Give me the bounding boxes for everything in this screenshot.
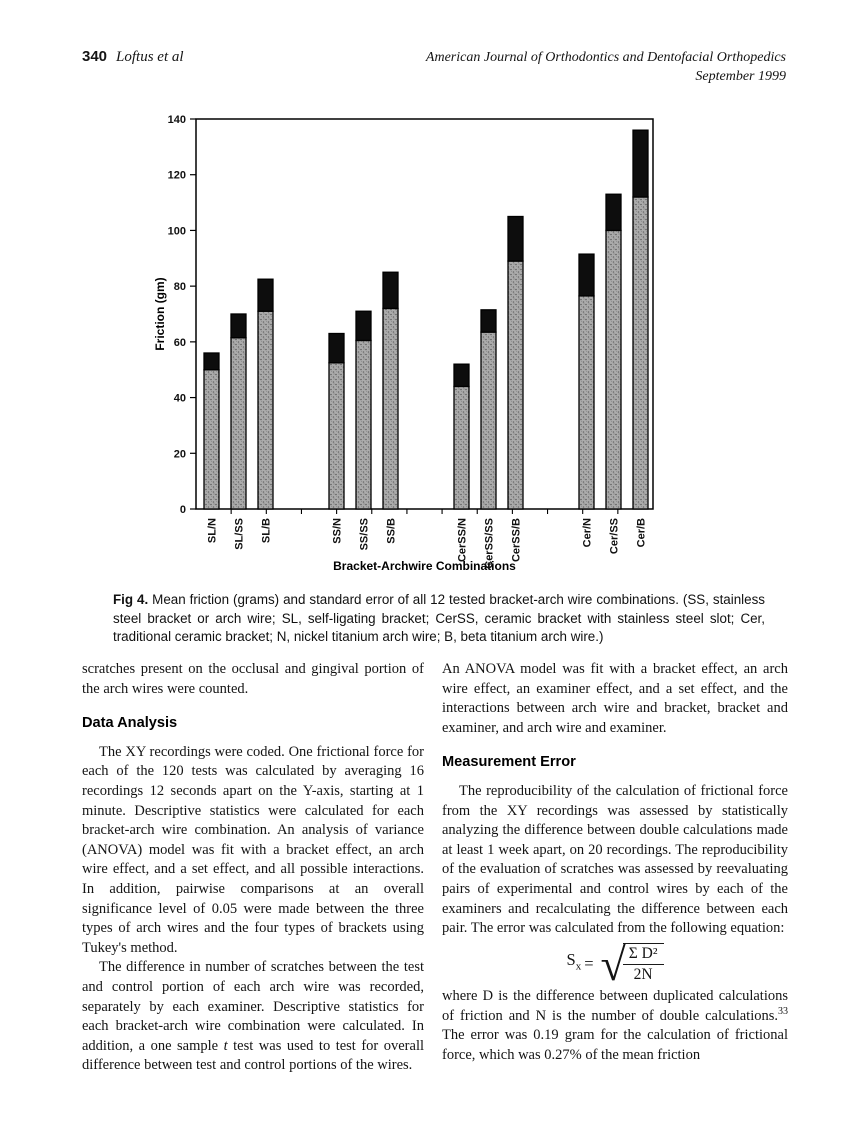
equation-numerator: Σ D² [623,945,664,965]
bar-Cer/N [579,254,594,547]
x-category-label: Cer/N [581,518,594,548]
x-category-label: SS/B [385,518,398,544]
bar-error-segment [329,334,344,363]
bar-mean-segment [231,338,246,509]
y-tick-label: 20 [173,448,186,461]
bar-SS/B [383,272,398,543]
bar-error-segment [454,364,469,386]
bar-SS/SS [356,311,371,550]
running-head-right [426,48,786,86]
y-tick-label: 60 [173,336,186,349]
x-category-label: SL/SS [233,518,246,550]
figure-caption [113,591,765,647]
bar-mean-segment [383,308,398,509]
bar-error-segment [204,353,219,370]
x-category-label: SL/B [260,518,273,544]
friction-bar-chart [140,103,720,585]
paragraph-data-analysis-2 [82,958,424,1076]
paragraph-part: test was used to test for overall difference between test and control portions of the wires. [82,1037,425,1074]
paragraph-part: The error was 0.19 gram for the calculation of frictional force, which was 0.27% of the mean friction [442,1027,788,1064]
paragraph-part: where D is the difference between duplicated calculations of friction and N is the number of double calculations. [442,988,788,1024]
x-category-label: Cer/B [635,518,648,548]
bar-error-segment [231,314,246,338]
equation-denominator: 2N [633,966,653,983]
bar-error-segment [356,311,371,340]
bar-error-segment [508,217,523,262]
x-category-label: CerSS/SS [483,518,496,569]
section-heading-measurement-error: Measurement Error [442,754,576,771]
equation-lhs [567,950,582,977]
equation-subscript: x [575,960,582,973]
italic-t: t [223,1037,228,1054]
bar-CerSS/B [508,217,523,563]
equation-symbol: S [566,950,576,970]
x-axis-title: Bracket-Archwire Combinations [333,559,516,573]
bar-SL/SS [231,314,246,550]
equation-fraction [623,943,664,985]
y-tick-label: 140 [167,114,186,126]
figure-caption-text: Mean friction (grams) and standard error of all 12 tested bracket-arch wire combinations. (SS, stainless steel bracket or arch wire; SL, self-ligating bracket; CerSS, ceramic bracket with stainless steel slot; Cer, traditional ceramic bracket; N, nickel titanium arch wire; B, beta titanium arch wire.) [113,592,765,645]
paragraph-data-analysis-1: The XY recordings were coded. One frictional force for each of the 120 tests was calculated by averaging 16 recordings 12 seconds apart on the Y-axis, starting at 1 minute. Descriptive statistics were calculated for each bracket-arch wire combination. An analysis of variance (ANOVA) model was fit with a bracket effect, an arch wire effect, and a set effect, and all possible interactions. In addition, pairwise comparisons at an overall significance level of 0.05 were made between the three types of arch wires and the four types of brackets using Tukey's method. [82,743,424,956]
bar-error-segment [383,272,398,308]
figure-label: Fig 4. [113,592,149,607]
paragraph-intro-left: scratches present on the occlusal and gingival portion of the arch wires were counted. [82,661,424,697]
x-category-label: SS/N [331,518,344,544]
bar-mean-segment [606,230,621,509]
bar-mean-segment [633,197,648,509]
bar-mean-segment [508,261,523,509]
bar-CerSS/SS [481,310,496,569]
bar-error-segment [579,254,594,296]
bar-Cer/SS [606,194,621,554]
section-heading-data-analysis: Data Analysis [82,715,178,732]
x-category-label: SS/SS [358,518,371,551]
bar-Cer/B [633,130,648,547]
x-category-label: CerSS/N [456,518,469,563]
y-tick-label: 0 [179,504,186,516]
bar-mean-segment [204,370,219,509]
paragraph-measurement-error-1: The reproducibility of the calculation of frictional force from the XY recordings was assessed by statistically analyzing the difference between double calculations made at least 1 week apart, on 20 recordings. The reproducibility of the evaluation of scratches was assessed by reevaluating pairs of experimental and control wires by each of the examiners and recalculating the difference between each pair. The error was calculated from the following equation: [442,782,788,937]
right-column [442,660,788,1066]
bar-error-segment [633,130,648,197]
y-tick-label: 120 [167,169,186,182]
paragraph-measurement-error-2 [442,987,788,1065]
reference-33: 33 [778,1006,788,1018]
bar-mean-segment [258,311,273,509]
bar-SL/N [204,353,219,543]
bar-error-segment [481,310,496,332]
bar-error-segment [258,279,273,311]
y-tick-label: 80 [173,281,186,294]
bar-error-segment [606,194,621,230]
journal-issue: September 1999 [695,69,786,84]
running-head [82,48,786,86]
x-category-label: SL/N [206,518,219,544]
x-category-label: CerSS/B [510,518,523,563]
page-number: 340 [82,48,108,65]
bar-mean-segment [329,363,344,509]
bar-mean-segment [454,386,469,509]
paragraph-intro-right: An ANOVA model was fit with a bracket effect, an arch wire effect, an examiner effect, and a set effect, and the interactions between arch wire and bracket, bracket and examiner, and arch wire and examiner. [442,661,788,736]
paragraph-part: The difference in number of scratches between the test and control portion of each arch wire was recorded, separately by each examiner. Descriptive statistics for each bracket-arch wire combination were calculated. In addition, a one sample [82,959,424,1054]
standard-error-equation [442,938,788,990]
bar-mean-segment [579,296,594,509]
bar-mean-segment [356,340,371,509]
running-head-left [82,48,184,66]
journal-title: American Journal of Orthodontics and Dentofacial Orthopedics [425,50,786,65]
bar-mean-segment [481,332,496,509]
running-authors: Loftus et al [116,49,184,65]
x-category-label: Cer/SS [608,518,621,555]
bar-CerSS/N [454,364,469,562]
y-tick-label: 100 [167,225,186,238]
radical-sign: √ [600,938,626,990]
y-tick-label: 40 [173,392,186,405]
y-axis-title: Friction (gm) [153,277,167,351]
equals-sign: = [584,953,594,973]
bar-SL/B [258,279,273,543]
left-column [82,660,424,1076]
